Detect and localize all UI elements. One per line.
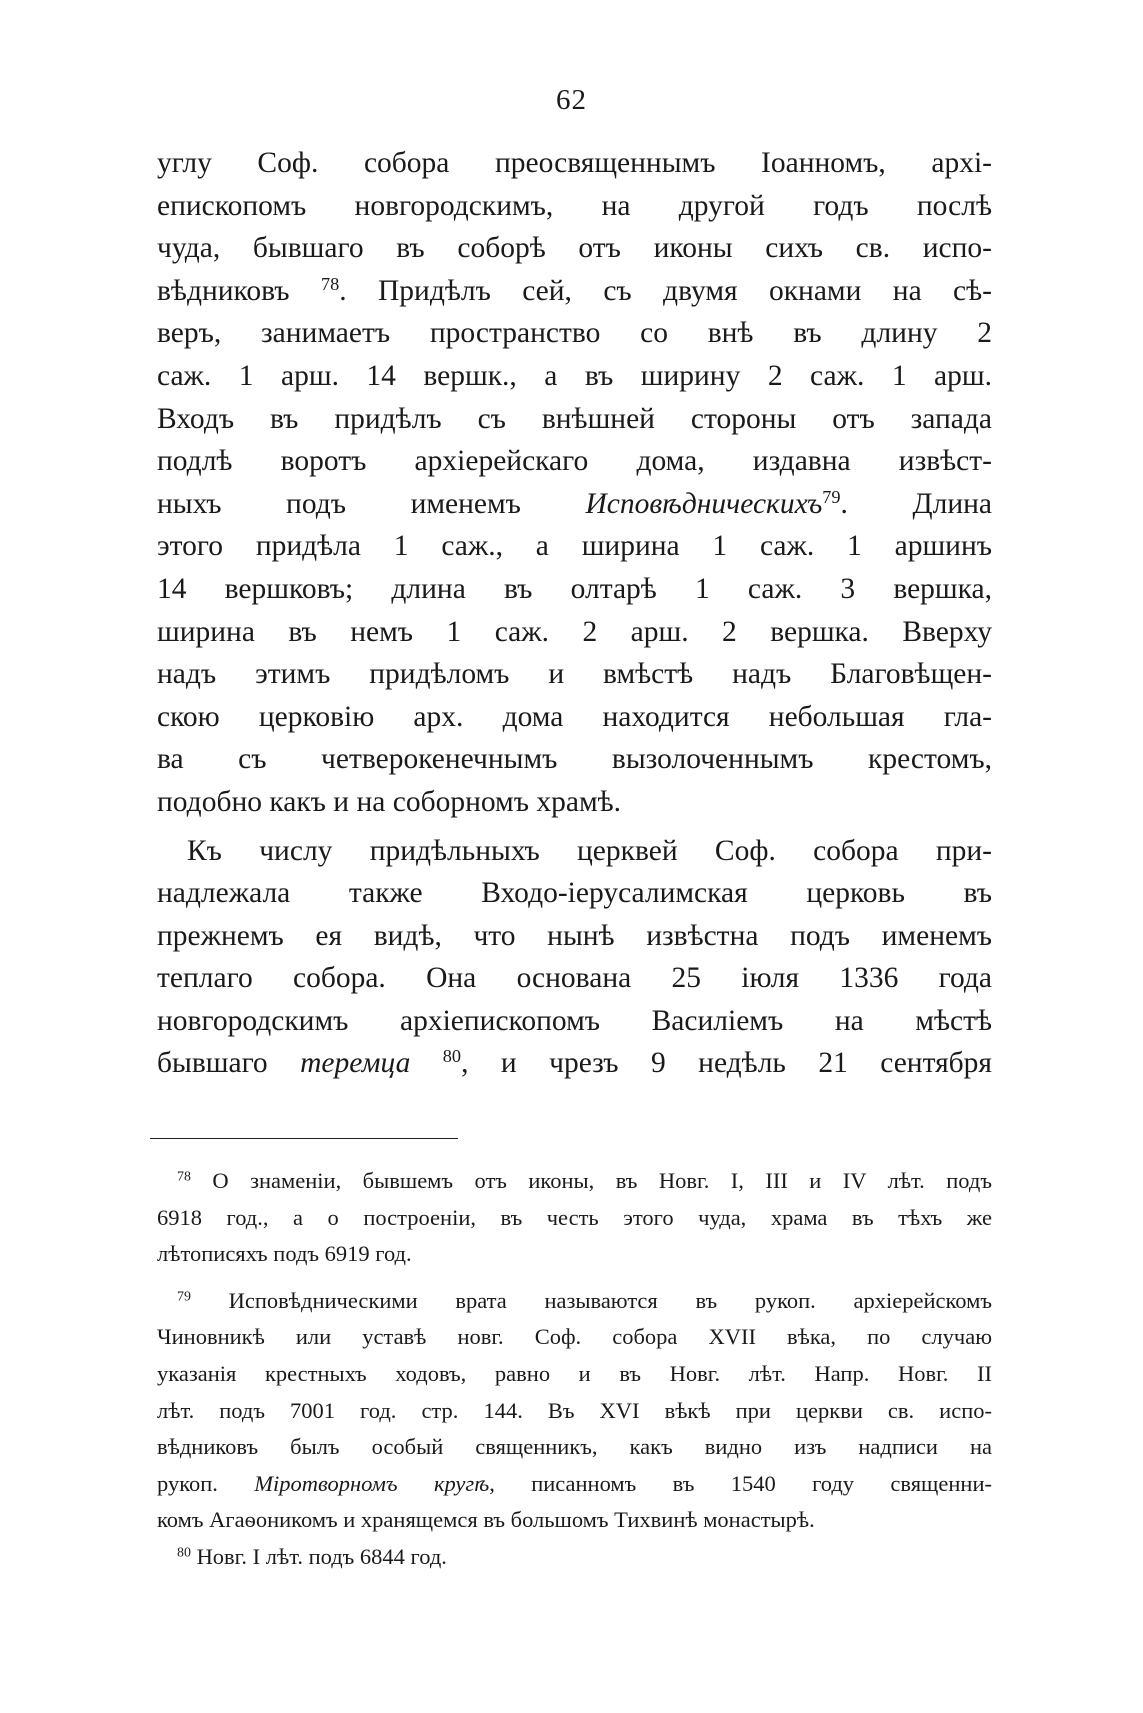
text-fragment: Исповѣдническими врата называются въ рукоп. архіерейскомъ: [228, 1287, 992, 1313]
italic-term: Исповѣдническихъ: [585, 487, 823, 520]
text-line: ва съ четверокенечнымъ вызолоченнымъ крестомъ,: [157, 743, 992, 776]
text-line: [157, 270, 992, 313]
footnote-gap: [157, 1273, 992, 1283]
text-line: скою церковію арх. дома находится небольшая гла-: [157, 700, 992, 733]
italic-term: теремца: [300, 1047, 411, 1080]
footnote-line: указанія крестныхъ ходовъ, равно и въ Новг. лѣт. Напр. Новг. II: [157, 1360, 992, 1386]
footnote-line: лѣт. подъ 7001 год. стр. 144. Въ XVI вѣкѣ при церкви св. испо-: [157, 1397, 992, 1423]
text-line: теплаго собора. Она основана 25 іюля 1336 года: [157, 962, 992, 995]
text-line: [157, 1042, 992, 1085]
footnote-marker: 78: [177, 1169, 191, 1185]
text-fragment: Новг. I лѣт. подъ 6844 год.: [196, 1543, 447, 1569]
footnote-line: Чиновникѣ или уставѣ новг. Соф. собора XVII вѣка, по случаю: [157, 1324, 992, 1350]
footnote-line: лѣтописяхъ подъ 6919 год.: [157, 1241, 412, 1267]
footnote-80: [157, 1539, 992, 1576]
text-line: саж. 1 арш. 14 вершк., а въ ширину 2 саж. 1 арш.: [157, 359, 992, 392]
footnotes: [157, 1163, 992, 1576]
footnote-line: [157, 1163, 992, 1200]
text-line: прежнемъ ея видѣ, что нынѣ извѣстна подъ именемъ: [157, 919, 992, 952]
text-line: Къ числу придѣльныхъ церквей Соф. собора при-: [187, 834, 992, 867]
footnote-ref-78: 78: [320, 273, 340, 294]
text-line: этого придѣла 1 саж., а ширина 1 саж. 1 аршинъ: [157, 530, 992, 563]
footnote-79: [157, 1283, 992, 1539]
text-line: надлежала также Входо-іерусалимская церковь въ: [157, 877, 992, 910]
footnote-ref-79: 79: [822, 486, 841, 507]
text-fragment: . Придѣлъ сей, съ двумя окнами на сѣ-: [339, 274, 992, 307]
footnote-line: вѣдниковъ былъ особый священникъ, какъ видно изъ надписи на: [157, 1434, 992, 1460]
footnote-line: [157, 1466, 992, 1503]
footnote-line: комъ Агаѳоникомъ и хранящемся въ большомъ Тихвинѣ монастырѣ.: [157, 1507, 815, 1533]
text-line: веръ, занимаетъ пространство со внѣ въ длину 2: [157, 317, 992, 350]
text-line: новгородскимъ архіепископомъ Василіемъ на мѣстѣ: [157, 1004, 992, 1037]
footnote-marker: 80: [177, 1545, 191, 1561]
main-text: [157, 142, 992, 1085]
italic-term: Міротворномъ кругѣ: [254, 1470, 490, 1496]
text-line: [157, 483, 992, 526]
footnote-78: [157, 1163, 992, 1273]
text-fragment: О знаменіи, бывшемъ отъ иконы, въ Новг. I, III и IV лѣт. подъ: [212, 1168, 992, 1193]
text-fragment: . Длина: [840, 487, 992, 520]
text-fragment: , писанномъ въ 1540 году священни-: [489, 1470, 992, 1496]
text-line: чуда, бывшаго въ соборѣ отъ иконы сихъ св. испо-: [157, 232, 992, 265]
text-line: епископомъ новгородскимъ, на другой годъ послѣ: [157, 189, 992, 222]
text-line: 14 вершковъ; длина въ олтарѣ 1 саж. 3 вершка,: [157, 572, 992, 605]
text-fragment: , и чрезъ 9 недѣль 21 сентября: [461, 1047, 992, 1080]
footnote-line: [157, 1539, 992, 1576]
text-line: подлѣ воротъ архіерейскаго дома, издавна извѣст-: [157, 445, 992, 478]
text-fragment: ныхъ подъ именемъ: [157, 487, 586, 520]
text-line: ширина въ немъ 1 саж. 2 арш. 2 вершка. Вверху: [157, 615, 992, 648]
text-line: подобно какъ и на соборномъ храмѣ.: [157, 785, 622, 818]
text-fragment: рукоп.: [157, 1470, 255, 1496]
footnote-marker: 79: [177, 1289, 191, 1305]
text-fragment: вѣдниковъ: [157, 274, 321, 307]
text-line: Входъ въ придѣлъ съ внѣшней стороны отъ запада: [157, 402, 992, 435]
footnote-ref-80: 80: [442, 1046, 462, 1067]
text-line: надъ этимъ придѣломъ и вмѣстѣ надъ Благовѣщен-: [157, 658, 992, 691]
footnote-line: 6918 год., а о построеніи, въ честь этого чуда, храма въ тѣхъ же: [157, 1204, 992, 1230]
page-number: 62: [556, 84, 587, 116]
text-fragment: бывшаго: [157, 1047, 301, 1080]
footnote-line: [157, 1283, 992, 1320]
footnote-separator: [150, 1138, 458, 1139]
text-line: углу Соф. собора преосвященнымъ Іоанномъ, архі-: [157, 147, 992, 179]
